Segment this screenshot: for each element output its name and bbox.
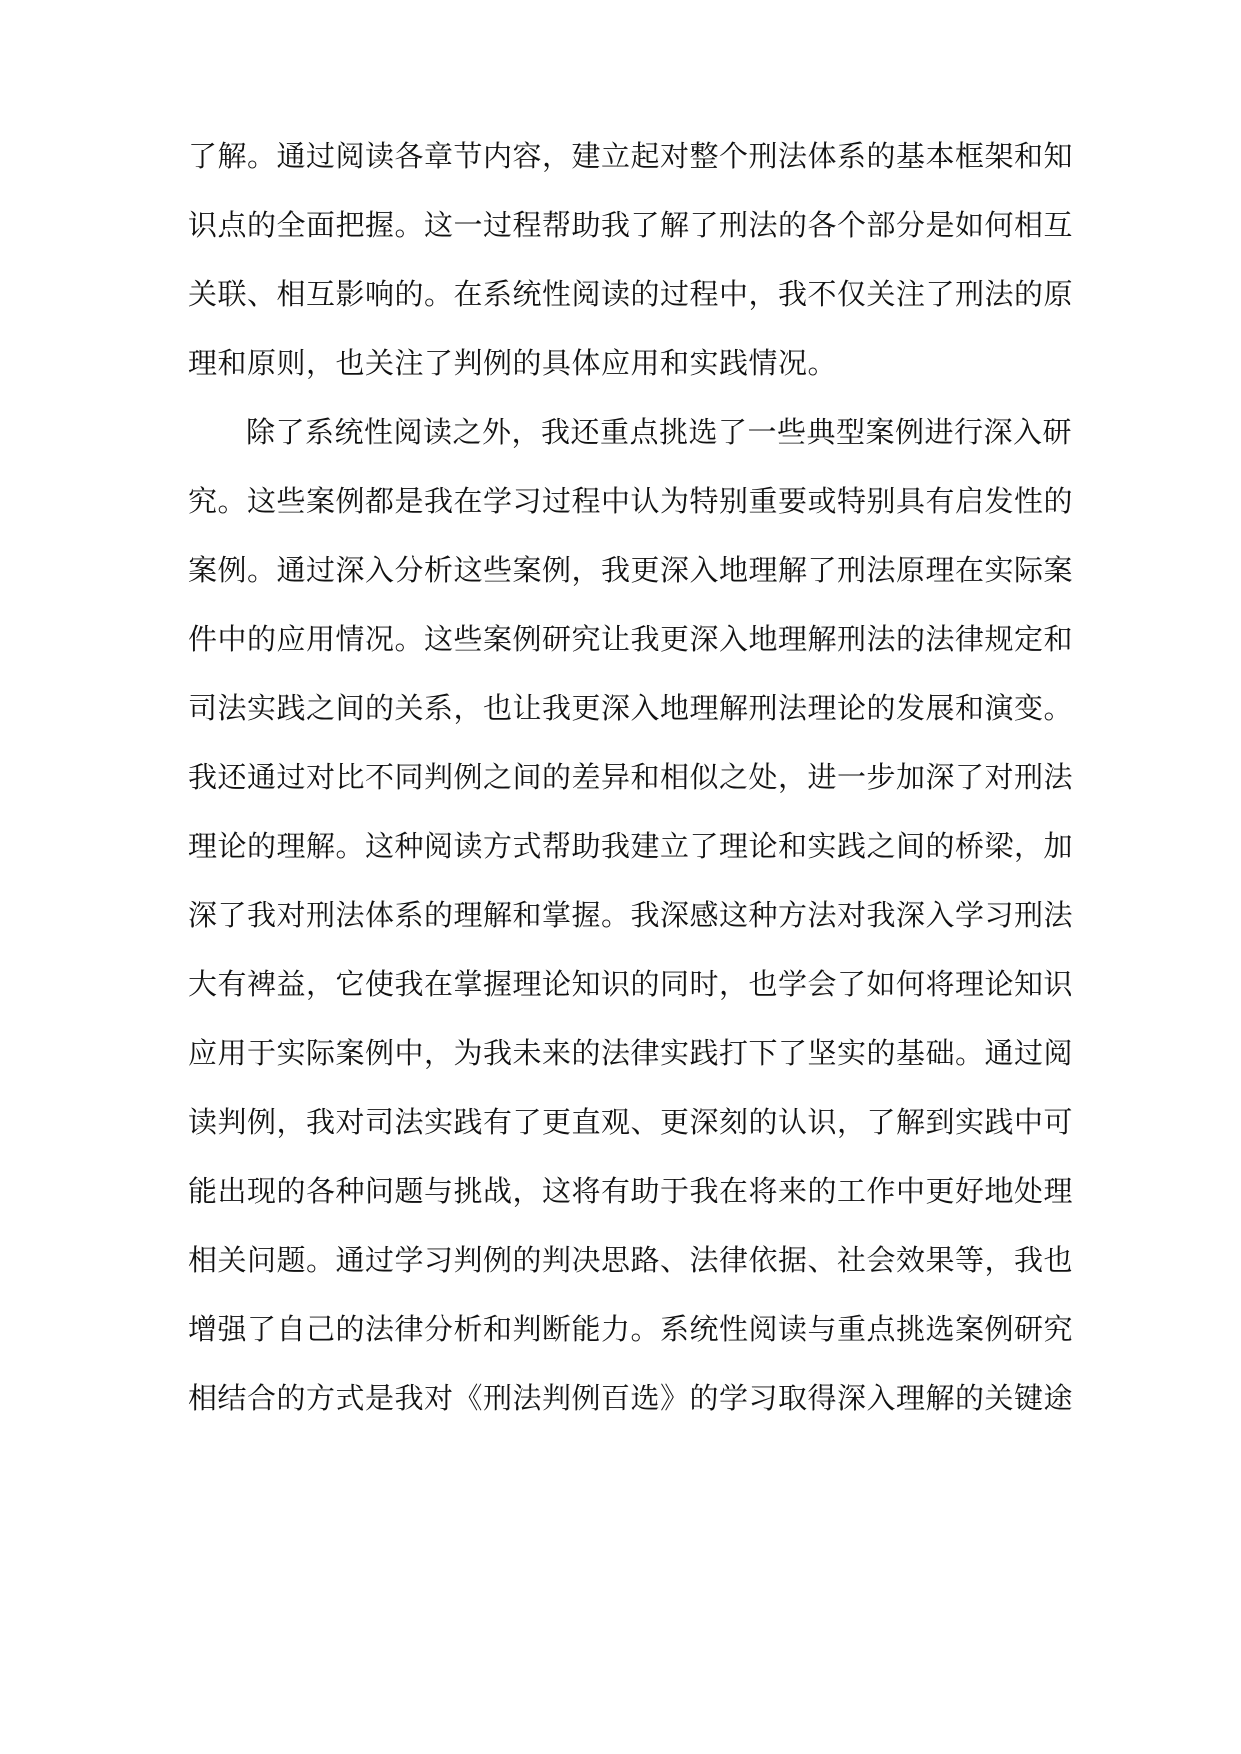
text-line: 案例。通过深入分析这些案例，我更深入地理解了刑法原理在实际案 <box>188 553 1074 587</box>
text-line: 司法实践之间的关系，也让我更深入地理解刑法理论的发展和演变。 <box>188 691 1074 725</box>
paragraph-first-line: 除了系统性阅读之外，我还重点挑选了一些典型案例进行深入研 <box>246 415 1073 449</box>
text-line: 理论的理解。这种阅读方式帮助我建立了理论和实践之间的桥梁，加 <box>188 829 1074 863</box>
text-line: 相结合的方式是我对《刑法判例百选》的学习取得深入理解的关键途 <box>188 1381 1074 1415</box>
text-line: 关联、相互影响的。在系统性阅读的过程中，我不仅关注了刑法的原 <box>188 277 1074 311</box>
text-line: 应用于实际案例中，为我未来的法律实践打下了坚实的基础。通过阅 <box>188 1036 1074 1070</box>
text-line: 读判例，我对司法实践有了更直观、更深刻的认识，了解到实践中可 <box>188 1105 1074 1139</box>
text-line: 能出现的各种问题与挑战，这将有助于我在将来的工作中更好地处理 <box>188 1174 1074 1208</box>
text-line: 究。这些案例都是我在学习过程中认为特别重要或特别具有启发性的 <box>188 484 1074 518</box>
text-line: 我还通过对比不同判例之间的差异和相似之处，进一步加深了对刑法 <box>188 760 1074 794</box>
text-line: 了解。通过阅读各章节内容，建立起对整个刑法体系的基本框架和知 <box>188 139 1074 173</box>
text-line: 件中的应用情况。这些案例研究让我更深入地理解刑法的法律规定和 <box>188 622 1074 656</box>
text-line: 深了我对刑法体系的理解和掌握。我深感这种方法对我深入学习刑法 <box>188 898 1074 932</box>
text-line: 识点的全面把握。这一过程帮助我了解了刑法的各个部分是如何相互 <box>188 208 1074 242</box>
text-line: 增强了自己的法律分析和判断能力。系统性阅读与重点挑选案例研究 <box>188 1312 1074 1346</box>
text-line: 大有裨益，它使我在掌握理论知识的同时，也学会了如何将理论知识 <box>188 967 1074 1001</box>
text-line: 理和原则，也关注了判例的具体应用和实践情况。 <box>188 346 838 380</box>
text-line: 相关问题。通过学习判例的判决思路、法律依据、社会效果等，我也 <box>188 1243 1074 1277</box>
